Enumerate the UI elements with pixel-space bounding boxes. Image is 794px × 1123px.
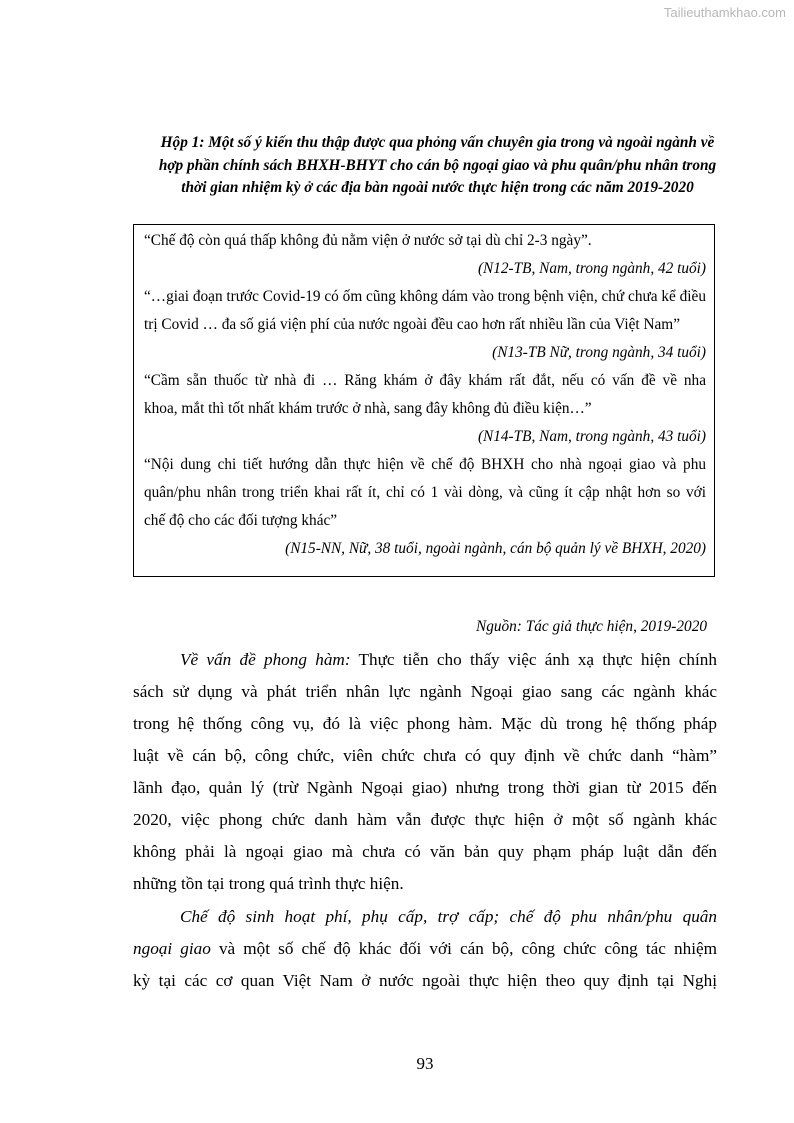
quote-line: trị Covid … đa số giá viện phí của nước ngoài đều cao hơn rất nhiều lần của Việt Nam” (144, 316, 680, 333)
body-line: lãnh đạo, quản lý (trừ Ngành Ngoại giao) nhưng trong thời gian từ 2015 đến (133, 778, 717, 797)
box-source: Nguồn: Tác giả thực hiện, 2019-2020 (476, 618, 707, 635)
quote-line: “Nội dung chi tiết hướng dẫn thực hiện về chế độ BHXH cho nhà ngoại giao và phu (144, 456, 706, 473)
quote-source: (N12-TB, Nam, trong ngành, 42 tuổi) (477, 260, 706, 277)
quote-line: “Cầm sẵn thuốc từ nhà đi … Răng khám ở đây khám rất đắt, nếu có vấn đề về nha (144, 372, 706, 389)
quote-line: chế độ cho các đối tượng khác” (144, 512, 338, 529)
quote-line: quân/phu nhân trong triển khai rất ít, chỉ có 1 vài dòng, và cũng ít cập nhật hơn so với (144, 484, 706, 501)
quote-source: (N14-TB, Nam, trong ngành, 43 tuổi) (477, 428, 706, 445)
para-lead: Về vấn đề phong hàm: (180, 650, 351, 669)
box-title-line: Hộp 1: Một số ý kiến thu thập được qua phỏng vấn chuyên gia trong và ngoài ngành về (160, 134, 715, 151)
body-text: và một số chế độ khác đối với cán bộ, công chức công tác nhiệm (210, 939, 717, 958)
page-number: 93 (416, 1054, 434, 1073)
box-title-line: hợp phần chính sách BHXH-BHYT cho cán bộ ngoại giao và phu quân/phu nhân trong (158, 156, 717, 174)
body-line: kỳ tại các cơ quan Việt Nam ở nước ngoài thực hiện theo quy định tại Nghị (133, 971, 717, 990)
body-line: sách sử dụng và phát triển nhân lực ngành Ngoại giao sang các ngành khác (133, 682, 717, 701)
quote-line: “…giai đoạn trước Covid-19 có ốm cũng không dám vào trong bệnh viện, chứ chưa kể điều (144, 288, 706, 305)
box-title (130, 132, 745, 200)
quote-source: (N15-NN, Nữ, 38 tuổi, ngoài ngành, cán bộ quản lý về BHXH, 2020) (285, 540, 706, 557)
body-line (180, 649, 717, 671)
body-line: Chế độ sinh hoạt phí, phụ cấp, trợ cấp; chế độ phu nhân/phu quân (180, 907, 717, 926)
watermark: Tailieuthamkhao.com (663, 5, 786, 20)
quote-box (133, 224, 715, 577)
body-line: 2020, việc phong chức danh hàm vẫn được thực hiện ở một số ngành khác (133, 810, 717, 829)
para-lead: ngoại giao (133, 939, 211, 958)
quote-source: (N13-TB Nữ, trong ngành, 34 tuổi) (492, 344, 706, 361)
body-line: những tồn tại trong quá trình thực hiện. (133, 874, 404, 893)
body-text: Thực tiễn cho thấy việc ánh xạ thực hiện chính (350, 650, 717, 669)
quote-line: “Chế độ còn quá thấp không đủ nằm viện ở nước sở tại dù chỉ 2-3 ngày”. (144, 232, 592, 249)
body-line: trong hệ thống công vụ, đó là việc phong hàm. Mặc dù trong hệ thống pháp (133, 714, 717, 733)
body-line: không phải là ngoại giao mà chưa có văn bản quy phạm pháp luật dẫn đến (133, 842, 717, 861)
body-line (133, 938, 717, 960)
quote-line: khoa, mắt thì tốt nhất khám trước ở nhà, sang đây không đủ điều kiện…” (144, 400, 592, 417)
box-title-line: thời gian nhiệm kỳ ở các địa bàn ngoài nước thực hiện trong các năm 2019-2020 (181, 179, 694, 196)
body-line: luật về cán bộ, công chức, viên chức chưa có quy định về chức danh “hàm” (133, 746, 717, 765)
